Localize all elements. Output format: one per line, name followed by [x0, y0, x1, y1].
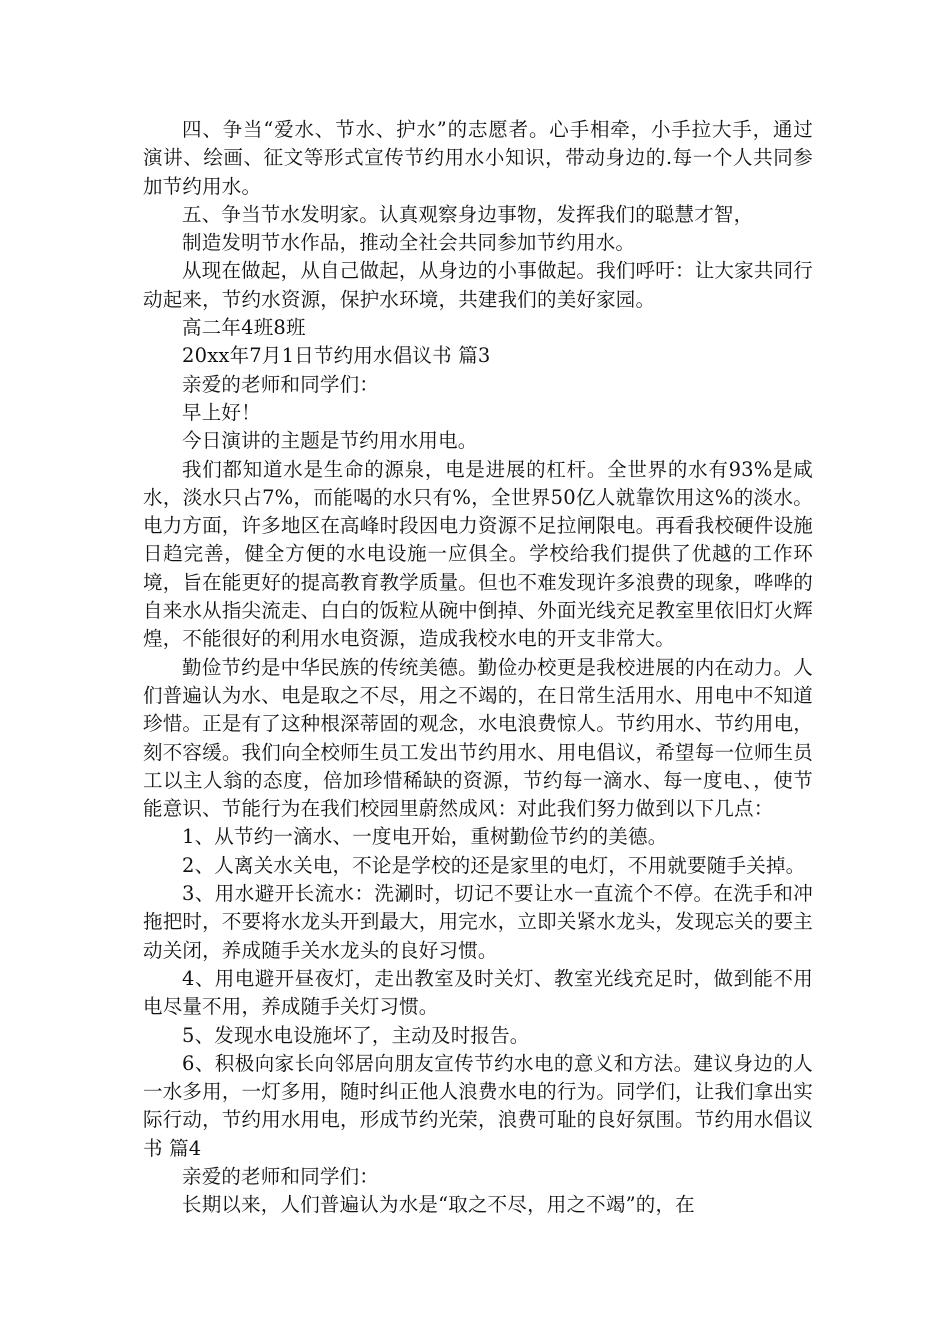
paragraph-invention-works: 制造发明节水作品，推动全社会共同参加节约用水。 — [182, 231, 636, 255]
paragraph-greeting-2: 亲爱的老师和同学们： — [182, 1164, 380, 1188]
paragraph-inventor: 五、争当节水发明家。认真观察身边事物，发挥我们的聪慧才智， — [182, 202, 754, 226]
list-item-2: 2、人离关水关电，不论是学校的还是家里的电灯，不用就要随手关掉。 — [182, 853, 806, 877]
paragraph-greeting: 亲爱的老师和同学们： — [182, 372, 380, 396]
paragraph-water-facts: 我们都知道水是生命的源泉，电是进展的杠杆。全世界的水有93%是咸水，淡水只占7%，而能喝的水只有%，全世界50亿人就靠饮用这%的淡水。电力方面，许多地区在高峰时段因电力资源不足拉闸限电。再看我校硬件设施日趋完善，健全方便的水电设施一应俱全。学校给我们提供了优越的工作环境，旨在能更好的提高教育教学质量。但也不难发现许多浪费的现象，哗哗的自来水从指尖流走、白白的饭粒从碗中倒掉、外面光线充足教室里依旧灯火辉煌，不能很好的利用水电资源，造成我校水电的开支非常大。 — [143, 457, 813, 651]
list-item-4: 4、用电避开昼夜灯，走出教室及时关灯、教室光线充足时，做到能不用电尽量不用，养成随手关灯习惯。 — [143, 966, 813, 1019]
paragraph-topic: 今日演讲的主题是节约用水用电。 — [182, 429, 478, 453]
paragraph-closing-partial: 长期以来，人们普遍认为水是“取之不尽，用之不竭”的，在 — [182, 1193, 695, 1217]
paragraph-thrift: 勤俭节约是中华民族的传统美德。勤俭办校更是我校进展的内在动力。人们普遍认为水、电是取之不尽，用之不竭的，在日常生活用水、用电中不知道珍惜。正是有了这种根深蒂固的观念，水电浪费惊人。节约用水、节约用电，刻不容缓。我们向全校师生员工发出节约用水、用电倡议，希望每一位师生员工以主人翁的态度，倍加珍惜稀缺的资源，节约每一滴水、每一度电、，使节能意识、节能行为在我们校园里蔚然成风：对此我们努力做到以下几点： — [143, 655, 813, 821]
list-item-5: 5、发现水电设施坏了，主动及时报告。 — [182, 1023, 530, 1047]
document-body — [143, 116, 813, 1220]
list-item-1: 1、从节约一滴水、一度电开始，重树勤俭节约的美德。 — [182, 825, 668, 849]
list-item-3: 3、用水避开长流水：洗涮时，切记不要让水一直流个不停。在洗手和冲拖把时，不要将水龙头开到最大，用完水，立即关紧水龙头，发现忘关的要主动关闭，养成随手关水龙头的良好习惯。 — [143, 882, 813, 962]
paragraph-call-to-action: 从现在做起，从自己做起，从身边的小事做起。我们呼吁：让大家共同行动起来，节约水资源，保护水环境，共建我们的美好家园。 — [143, 259, 813, 311]
paragraph-good-morning: 早上好！ — [182, 400, 261, 424]
list-item-6: 6、积极向家长向邻居向朋友宣传节约水电的意义和方法。建议身边的人一水多用，一灯多用，随时纠正他人浪费水电的行为。同学们，让我们拿出实际行动，节约用水用电，形成节约光荣，浪费可耻的良好氛围。节约用水倡议书 篇4 — [143, 1051, 813, 1160]
paragraph-volunteer: 四、争当“爱水、节水、护水”的志愿者。心手相牵，小手拉大手，通过演讲、绘画、征文等形式宣传节约用水小知识，带动身边的.每一个人共同参加节约用水。 — [143, 118, 813, 198]
paragraph-date-heading: 20xx年7月1日节约用水倡议书 篇3 — [182, 344, 491, 368]
paragraph-class-signature: 高二年4班8班 — [182, 316, 306, 340]
